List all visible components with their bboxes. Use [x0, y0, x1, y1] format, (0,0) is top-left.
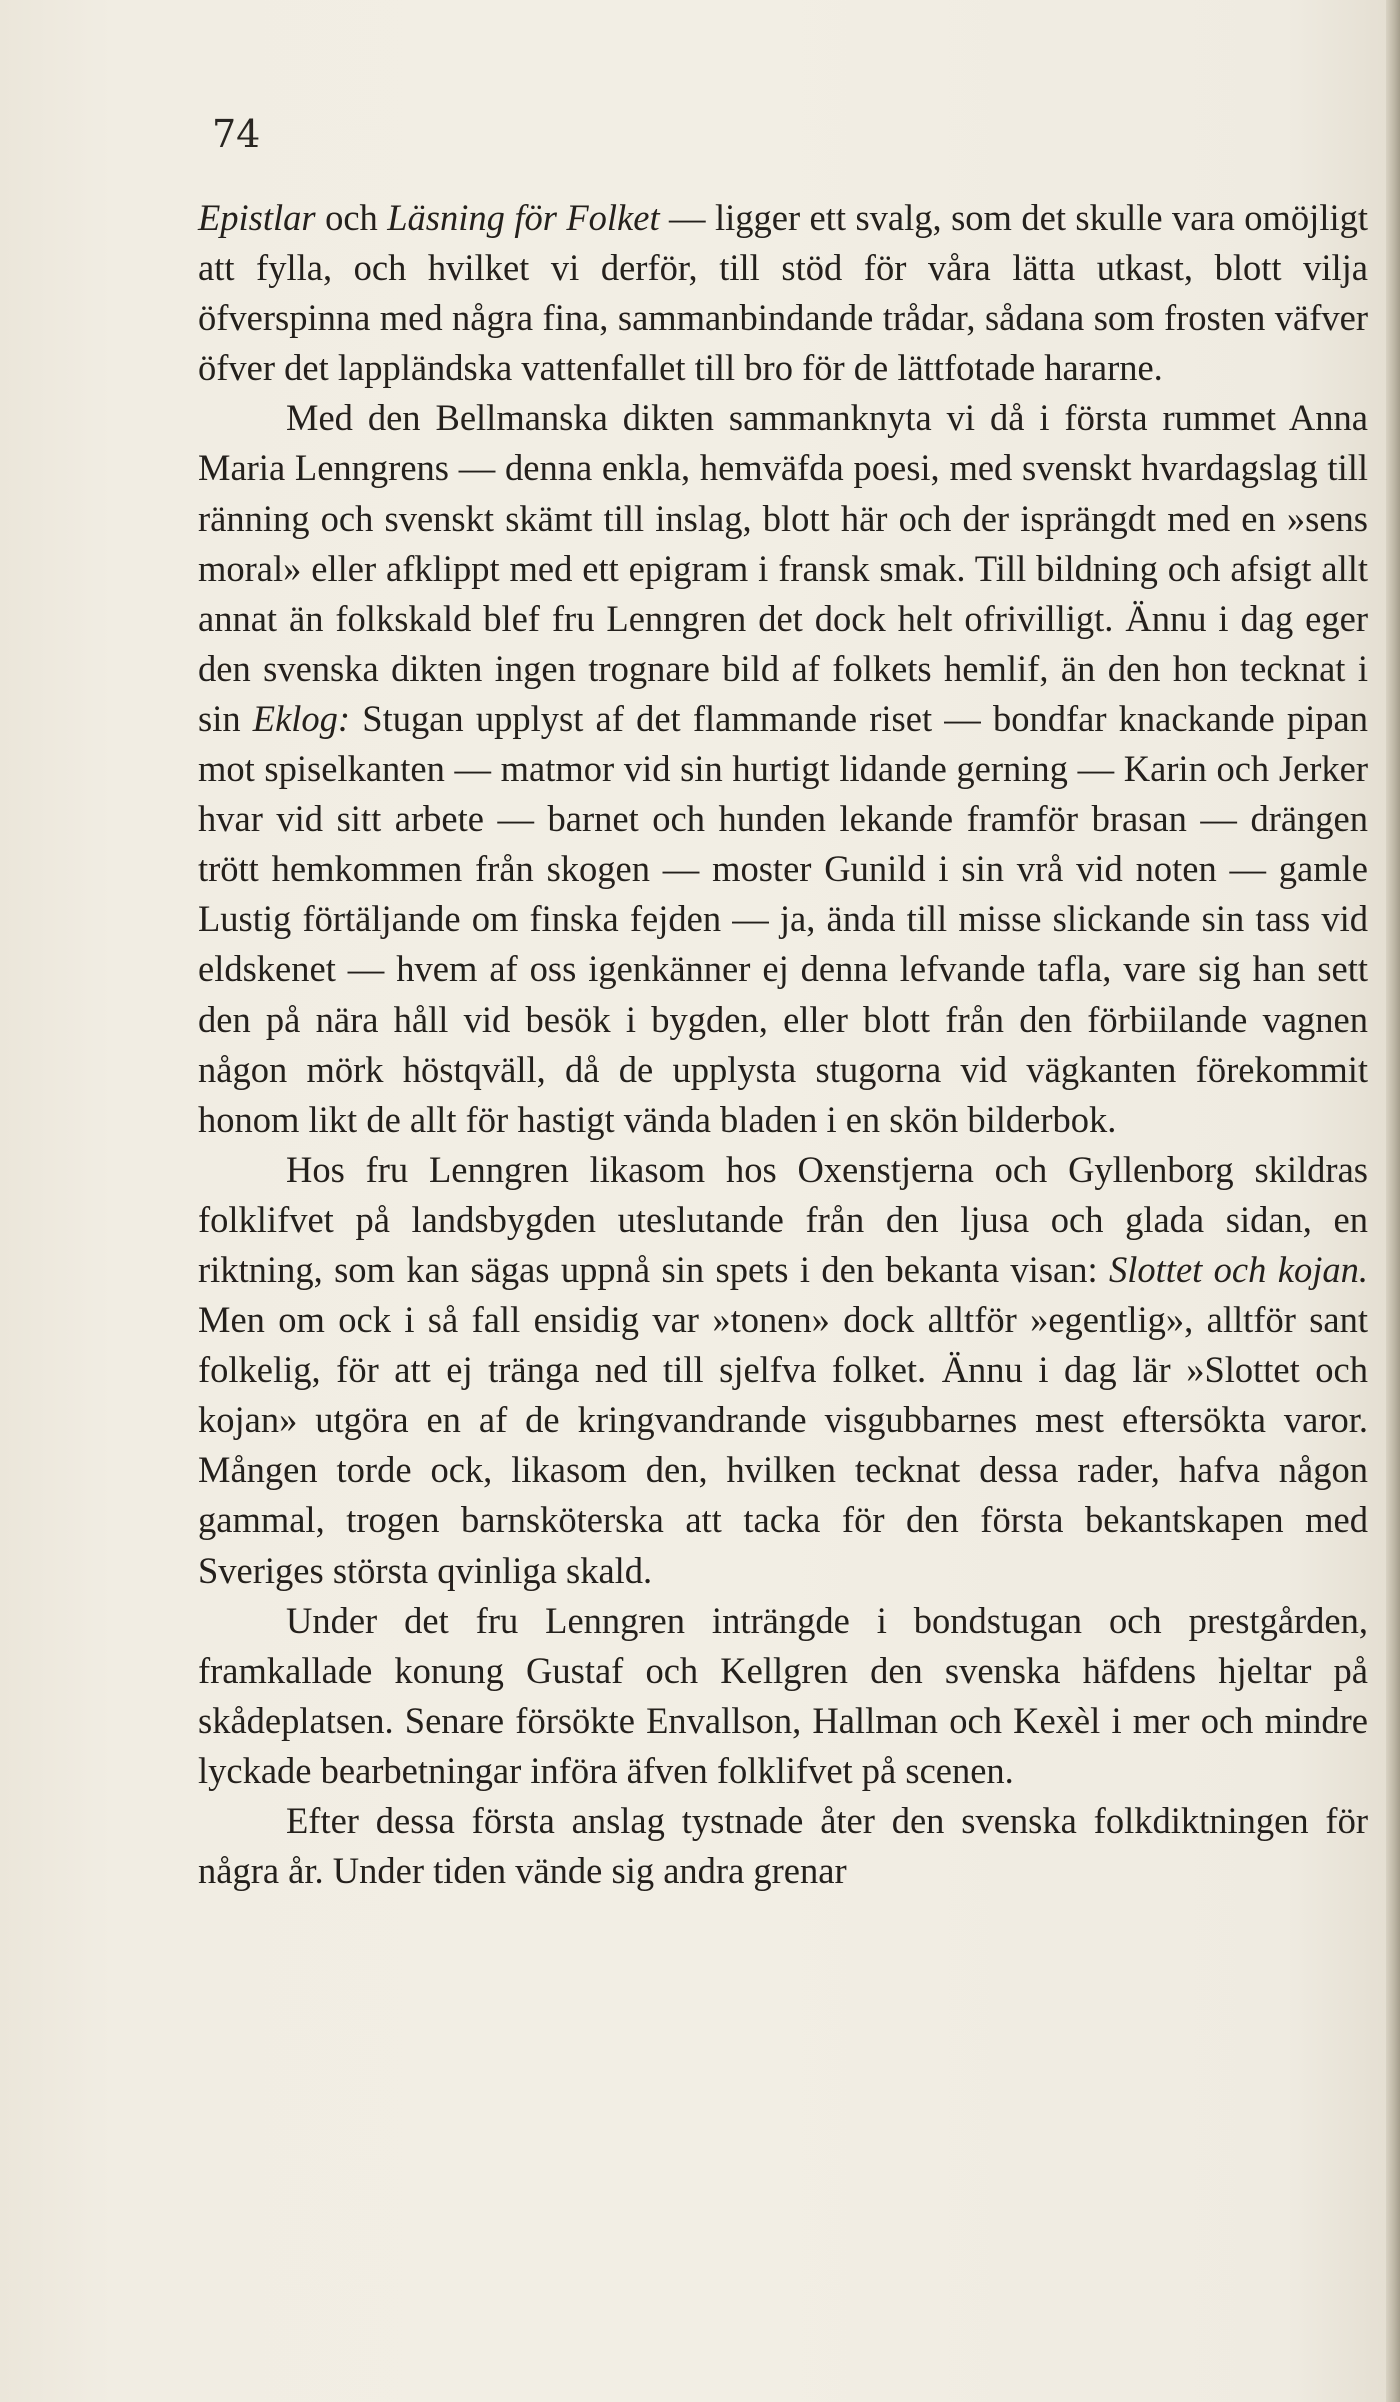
- paragraph-5: [198, 1796, 1368, 1896]
- paragraph-4: [198, 1596, 1368, 1796]
- text-run: Under det fru Lenngren inträngde i bondstugan och prestgården, framkallade konung Gustaf och Kellgren den svenska häfdens hjeltar på skådeplatsen. Senare försökte Envallson, Hallman och Kexèl i mer och mindre lyckade bearbetningar införa äfven folklifvet på scenen.: [198, 1599, 1368, 1791]
- page-number: 74: [212, 112, 261, 156]
- page-edge-shadow: [1386, 0, 1400, 2402]
- text-run: Efter dessa första anslag tystnade åter den svenska folkdiktningen för några år. Under tiden vände sig andra grenar: [198, 1800, 1368, 1892]
- text-run: Med den Bellmanska dikten sammanknyta vi då i första rummet Anna Maria Lenngrens — denna enkla, hemväfda poesi, med svenskt hvardagslag till ränning och svenskt skämt till inslag, blott här och der isprängdt med en »sens moral» eller afklippt med ett epigram i fransk smak. Till bildning och afsigt allt annat än folkskald blef fru Lenngren det dock helt ofrivilligt. Ännu i dag eger den svenska dikten ingen trognare bild af folkets hemlif, än den hon tecknat i sin: [198, 397, 1368, 739]
- paragraph-2: [198, 393, 1368, 1144]
- text-run: och: [315, 197, 388, 238]
- title-eklog: Eklog:: [252, 697, 351, 739]
- text-run: Men om ock i så fall ensidig var »tonen» dock alltför »egentlig», alltför sant folkelig, för att ej tränga ned till sjelfva folket. Ännu i dag lär »Slottet och kojan» utgöra en af de kringvandrande visgubbarnes mest eftersökta varor. Mången torde ock, likasom den, hvilken tecknat dessa rader, hafva någon gammal, trogen barnsköterska att tacka för den första bekantskapen med Sveriges största qvinliga skald.: [198, 1299, 1368, 1591]
- title-lasning-for-folket: Läsning för Folket: [387, 197, 660, 238]
- text-run: Hos fru Lenngren likasom hos Oxenstjerna och Gyllenborg skildras folklifvet på landsbygden uteslutande från den ljusa och glada sidan, en riktning, som kan sägas uppnå sin spets i den bekanta visan:: [198, 1148, 1368, 1290]
- body-text: [198, 193, 1368, 1896]
- paragraph-3: [198, 1145, 1368, 1596]
- paragraph-1: [198, 193, 1368, 393]
- text-run: Stugan upplyst af det flammande riset — bondfar knackande pipan mot spiselkanten — matmor vid sin hurtigt lidande gerning — Karin och Jerker hvar vid sitt arbete — barnet och hunden lekande framför brasan — drängen trött hemkommen från skogen — moster Gunild i sin vrå vid noten — gamle Lustig förtäljande om finska fejden — ja, ända till misse slickande sin tass vid eldskenet — hvem af oss igenkänner ej denna lefvande tafla, vare sig han sett den på nära håll vid besök i bygden, eller blott från den förbiilande vagnen någon mörk höstqväll, då de upplysta stugorna vid vägkanten förekommit honom likt de allt för hastigt vända bladen i en skön bilderbok.: [198, 697, 1368, 1140]
- text-run: — ligger ett svalg, som det skulle vara omöjligt att fylla, och hvilket vi derför, till stöd för våra lätta utkast, blott vilja öfverspinna med några fina, sammanbindande trådar, sådana som frosten väfver öfver det lappländska vattenfallet till bro för de lättfotade hararne.: [198, 197, 1368, 389]
- title-epistlar: Epistlar: [198, 197, 316, 238]
- title-slottet-och-kojan: Slottet och kojan.: [1109, 1248, 1368, 1290]
